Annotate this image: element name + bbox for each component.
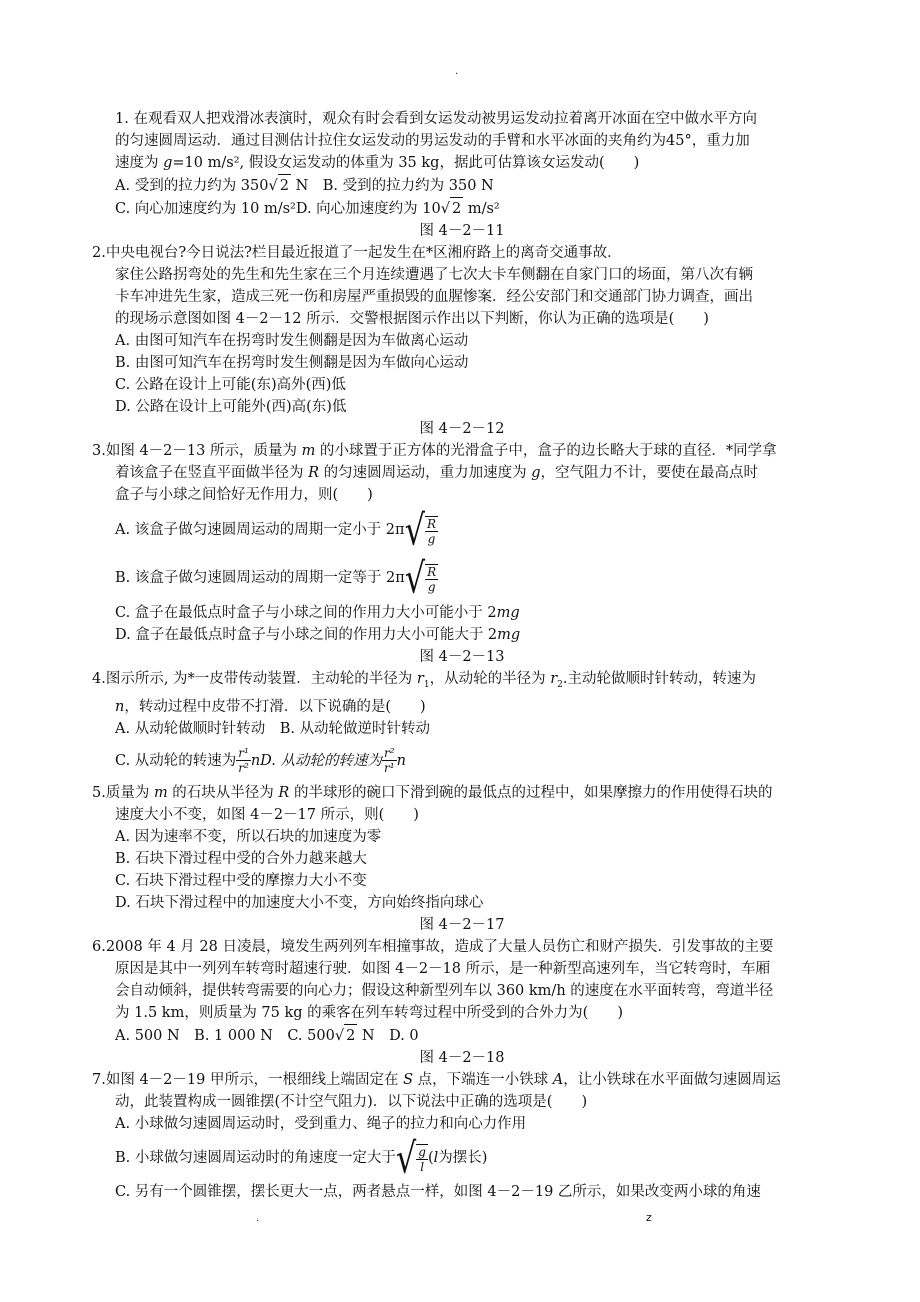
question-3 (92, 440, 832, 668)
sqrt-fraction: √ $\frac{g}{l}$ (395, 1133, 426, 1183)
footer-dot: . (256, 1213, 260, 1224)
q5-option-d: D. 石块下滑过程中的加速度大小不变，方向始终指向球心 (115, 894, 484, 911)
q2-line-1: 2.中央电视台?今日说法?栏目最近报道了一起发生在*区湘府路上的离奇交通事故． (92, 245, 622, 261)
question-list (92, 108, 832, 1203)
sqrt-symbol: √ 2 (441, 197, 463, 220)
q2-line-4: 的现场示意图如图 4－2－12 所示．交警根据图示作出以下判断，你认为正确的选项是( ) (115, 311, 709, 327)
q1-line-3: 速度为 g=10 m/s², 假设女运发动的体重为 35 kg，据此可估算该女运发动( ) (115, 155, 640, 171)
figure-caption: 图 4－2－13 (419, 649, 505, 665)
q5-line-1: 5.质量为 m 的石块从半径为 R 的半球形的碗口下滑到碗的最低点的过程中，如果摩擦力的作用使得石块的 (92, 784, 773, 801)
q1-option-cd: C. 向心加速度约为 10 m/s²D. 向心加速度约为 10√ 2 m/s² (92, 197, 832, 220)
question-4 (92, 668, 832, 782)
q3-line-2: 着该盒子在竖直平面做半径为 R 的匀速圆周运动，重力加速度为 g，空气阻力不计，要使在最高点时 (115, 465, 759, 481)
q3-line-1: 3.如图 4－2－13 所示，质量为 m 的小球置于正方体的光滑盒子中，盒子的边长略大于球的直径．*同学拿 (92, 443, 777, 459)
q5-option-a: A. 因为速率不变，所以石块的加速度为零 (115, 828, 382, 845)
fraction: $\frac{\text{r²}}{\text{r¹}}$ (384, 746, 395, 776)
q3-option-b: B. 该盒子做匀速圆周运动的周期一定等于 2π √ $\frac{R}{g}$ (115, 553, 437, 603)
q6-options: A. 500 N B. 1 000 N C. 500√ 2 N D. 0 (92, 1024, 832, 1047)
q2-option-d: D. 公路在设计上可能外(西)高(东)低 (115, 399, 347, 415)
sqrt-fraction: √ $\frac{R}{g}$ (404, 553, 437, 603)
q7-line-1: 7.如图 4－2－19 甲所示，一根细线上端固定在 S 点，下端连一小铁球 A，让小铁球在水平面做匀速圆周运 (92, 1071, 781, 1088)
question-1 (92, 108, 832, 242)
figure-caption: 图 4－2－17 (419, 916, 505, 933)
figure-caption: 图 4－2－11 (419, 223, 505, 239)
sqrt-symbol: √ 2 (335, 1024, 357, 1047)
q5-line-2: 速度大小不变，如图 4－2－17 所示，则( ) (115, 806, 419, 823)
q6-line-2: 原因是其中一列列车转弯时超速行驶．如图 4－2－18 所示，是一种新型高速列车，当它转弯时，车厢 (115, 960, 771, 977)
question-5 (92, 782, 832, 936)
q3-option-c: C. 盒子在最低点时盒子与小球之间的作用力大小可能小于 2mg (115, 605, 520, 621)
q1-option-ab: A. 受到的拉力约为 350√ 2 N B. 受到的拉力约为 350 N (92, 174, 832, 197)
q4-option-cd: C. 从动轮的转速为 $\frac{\text{r¹}}{\text{r²}}$ nD. 从动轮的转速为 $\frac{\text{r²}}{\text{r¹}}$ n (115, 746, 406, 776)
question-2 (92, 242, 832, 440)
q7-option-a: A. 小球做匀速圆周运动时，受到重力、绳子的拉力和向心力作用 (115, 1115, 527, 1132)
q4-line-2: n，转动过程中皮带不打滑．以下说确的是( ) (115, 698, 426, 715)
q7-option-c: C. 另有一个圆锥摆，摆长更大一点，两者悬点一样，如图 4－2－19 乙所示，如果改变两小球的角速 (115, 1183, 761, 1200)
q2-option-c: C. 公路在设计上可能(东)高外(西)低 (115, 377, 346, 393)
q6-line-4: 为 1.5 km，则质量为 75 kg 的乘客在列车转弯过程中所受到的合外力为( ) (115, 1004, 623, 1021)
q6-line-1: 6.2008 年 4 月 28 日凌晨，境发生两列列车相撞事故，造成了大量人员伤亡和财产损失．引发事故的主要 (92, 938, 774, 955)
figure-caption: 图 4－2－18 (419, 1049, 505, 1066)
q2-line-3: 卡车冲进先生家，造成三死一伤和房屋严重损毁的血腥惨案．经公安部门和交通部门协力调查，画出 (115, 289, 753, 305)
q7-option-b: B. 小球做匀速圆周运动时的角速度一定大于 √ $\frac{g}{l}$ ( l 为摆长) (115, 1133, 488, 1183)
header-dot: . (455, 66, 459, 77)
q6-line-3: 会自动倾斜，提供转弯需要的向心力；假设这种新型列车以 360 km/h 的速度在水平面转弯，弯道半径 (115, 982, 774, 999)
q2-option-a: A. 由图可知汽车在拐弯时发生侧翻是因为车做离心运动 (115, 333, 469, 349)
q4-line-1: 4.图示所示, 为*一皮带传动装置．主动轮的半径为 $r_1$，从动轮的半径为 $r_2$.主动轮做顺时针转动，转速为 (92, 671, 756, 690)
q3-option-d: D. 盒子在最低点时盒子与小球之间的作用力大小可能大于 2mg (115, 627, 521, 643)
q4-option-ab: A. 从动轮做顺时针转动 B. 从动轮做逆时针转动 (115, 720, 431, 737)
q1-line-1: 1. 在观看双人把戏滑冰表演时，观众有时会看到女运发动被男运发动拉着离开冰面在空中做水平方向 (115, 111, 757, 127)
q2-line-2: 家住公路拐弯处的先生和先生家在三个月连续遭遇了七次大卡车侧翻在自家门口的场面，第八次有辆 (115, 267, 753, 283)
q2-option-b: B. 由图可知汽车在拐弯时发生侧翻是因为车做向心运动 (115, 355, 469, 371)
fraction: $\frac{\text{r¹}}{\text{r²}}$ (238, 746, 249, 776)
q3-option-a: A. 该盒子做匀速圆周运动的周期一定小于 2π √ $\frac{R}{g}$ (115, 505, 436, 555)
question-7 (92, 1069, 832, 1203)
q7-line-2: 动，此装置构成一圆锥摆(不计空气阻力)．以下说法中正确的选项是( ) (115, 1093, 588, 1110)
sqrt-fraction: √ $\frac{R}{g}$ (404, 505, 436, 555)
q1-line-2: 的匀速圆周运动．通过目测估计拉住女运发动的男运发动的手臂和水平冰面的夹角约为45°，重力加 (115, 133, 750, 149)
sqrt-symbol: √ 2 (268, 174, 290, 197)
q5-option-c: C. 石块下滑过程中受的摩擦力大小不变 (115, 872, 367, 889)
question-6 (92, 936, 832, 1069)
q5-option-b: B. 石块下滑过程中受的合外力越来越大 (115, 850, 367, 867)
figure-caption: 图 4－2－12 (419, 421, 505, 437)
footer-z: z (646, 1211, 652, 1224)
q3-line-3: 盒子与小球之间恰好无作用力，则( ) (115, 487, 373, 503)
